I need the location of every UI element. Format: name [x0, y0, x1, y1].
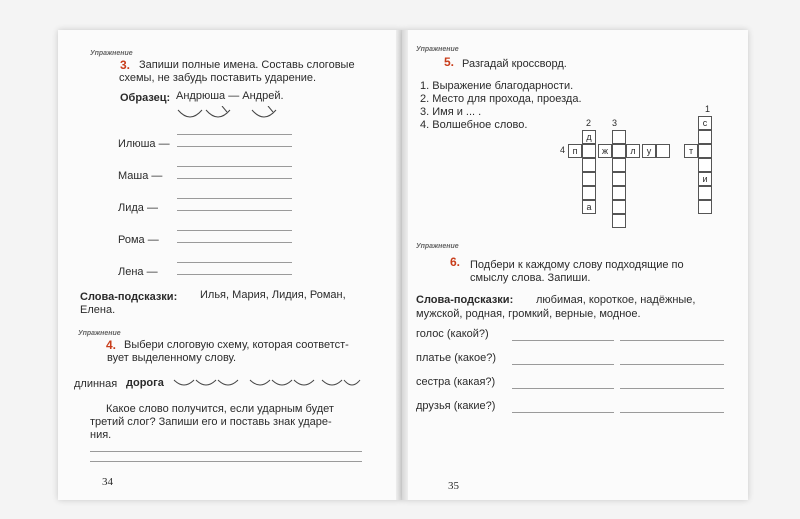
ex3-sample-text: Андрюша — Андрей.: [176, 90, 284, 102]
ex6-row-sestra: сестра (какая?): [416, 376, 496, 388]
crossword-cell[interactable]: т: [684, 144, 698, 158]
crossword-cell[interactable]: л: [626, 144, 640, 158]
ex6-hints-text-line1: любимая, короткое, надёжные,: [536, 294, 696, 306]
ex3-name-masha: Маша —: [118, 170, 163, 182]
ex3-hints-text-line2: Елена.: [80, 304, 116, 316]
crossword-cell[interactable]: с: [698, 116, 712, 130]
answer-line[interactable]: [90, 461, 362, 462]
ex5-clue-2: 2. Место для прохода, проезда.: [420, 93, 582, 105]
crossword-cell[interactable]: ж: [598, 144, 612, 158]
page-number-left: 34: [102, 476, 113, 488]
answer-line[interactable]: [177, 230, 292, 231]
answer-line[interactable]: [620, 340, 724, 341]
answer-line[interactable]: [177, 166, 292, 167]
ex5-clue-4: 4. Волшебное слово.: [420, 119, 528, 131]
crossword-cell[interactable]: п: [568, 144, 582, 158]
ex3-number: 3.: [120, 58, 131, 72]
ex6-row-platye: платье (какое?): [416, 352, 496, 364]
ex3-name-roma: Рома —: [118, 234, 159, 246]
ex4-question-line2: третий слог? Запиши его и поставь знак ударе-: [90, 416, 332, 428]
ex4-question-line3: ния.: [90, 429, 112, 441]
ex6-label: Упражнение: [416, 243, 459, 250]
ex5-number: 5.: [444, 55, 455, 69]
crossword-number-3: 3: [612, 118, 618, 128]
ex3-sample-syllable-arcs: [176, 106, 306, 124]
crossword-cell[interactable]: [612, 214, 626, 228]
ex5-clue-1: 1. Выражение благодарности.: [420, 80, 574, 92]
answer-line[interactable]: [620, 388, 724, 389]
ex6-number: 6.: [450, 255, 461, 269]
answer-line[interactable]: [620, 364, 724, 365]
ex5-clue-3: 3. Имя и ... .: [420, 106, 482, 118]
crossword-cell[interactable]: [698, 200, 712, 214]
ex4-text-line1: Выбери слоговую схему, которая соответст-: [124, 339, 349, 351]
ex3-name-lida: Лида —: [118, 202, 158, 214]
answer-line[interactable]: [512, 340, 614, 341]
crossword-cell[interactable]: [698, 144, 712, 158]
crossword-cell[interactable]: [582, 144, 596, 158]
ex4-syllable-schemes[interactable]: [172, 374, 362, 392]
crossword-number-2: 2: [586, 118, 592, 128]
ex4-question-line1: Какое слово получится, если ударным будет: [106, 403, 334, 415]
crossword-cell[interactable]: [612, 186, 626, 200]
crossword-cell[interactable]: и: [698, 172, 712, 186]
crossword-cell[interactable]: [612, 130, 626, 144]
answer-line[interactable]: [177, 198, 292, 199]
crossword-cell[interactable]: [582, 186, 596, 200]
ex5-label: Упражнение: [416, 46, 459, 53]
crossword-cell[interactable]: [656, 144, 670, 158]
answer-line[interactable]: [512, 412, 614, 413]
crossword-number-1: 1: [705, 104, 711, 114]
answer-line[interactable]: [177, 134, 292, 135]
ex6-text-line1: Подбери к каждому слову подходящие по: [470, 259, 684, 271]
book-gutter: [396, 30, 408, 500]
crossword-cell[interactable]: [582, 158, 596, 172]
answer-line[interactable]: [177, 146, 292, 147]
crossword-cell[interactable]: [698, 158, 712, 172]
ex4-number: 4.: [106, 338, 117, 352]
ex6-row-golos: голос (какой?): [416, 328, 489, 340]
ex6-row-druzya: друзья (какие?): [416, 400, 496, 412]
ex3-sample-label: Образец:: [120, 92, 171, 104]
crossword-cell[interactable]: [582, 172, 596, 186]
ex3-name-ilyusha: Илюша —: [118, 138, 170, 150]
answer-line[interactable]: [177, 262, 292, 263]
answer-line[interactable]: [512, 364, 614, 365]
ex6-hints-text-line2: мужской, родная, громкий, верные, модное.: [416, 308, 641, 320]
ex3-text-line2: схемы, не забудь поставить ударение.: [119, 72, 317, 84]
crossword-cell[interactable]: у: [642, 144, 656, 158]
crossword-number-4: 4: [560, 145, 566, 155]
page-number-right: 35: [448, 480, 459, 492]
ex4-label: Упражнение: [78, 330, 121, 337]
crossword-cell[interactable]: [698, 186, 712, 200]
ex6-text-line2: смыслу слова. Запиши.: [470, 272, 591, 284]
ex6-hints-label: Слова-подсказки:: [416, 294, 514, 306]
answer-line[interactable]: [512, 388, 614, 389]
ex5-title: Разгадай кроссворд.: [462, 58, 567, 70]
crossword-cell[interactable]: [612, 158, 626, 172]
crossword-cell[interactable]: [698, 130, 712, 144]
answer-line[interactable]: [620, 412, 724, 413]
crossword-cell[interactable]: д: [582, 130, 596, 144]
ex3-name-lena: Лена —: [118, 266, 158, 278]
ex3-label: Упражнение: [90, 50, 133, 57]
answer-line[interactable]: [177, 210, 292, 211]
ex4-phrase-plain: длинная: [74, 378, 118, 390]
crossword-cell[interactable]: [612, 172, 626, 186]
answer-line[interactable]: [177, 178, 292, 179]
ex3-text-line1: Запиши полные имена. Составь слоговые: [139, 59, 355, 71]
ex3-hints-text-line1: Илья, Мария, Лидия, Роман,: [200, 289, 346, 301]
ex4-phrase-bold: дорога: [126, 377, 164, 389]
answer-line[interactable]: [90, 451, 362, 452]
answer-line[interactable]: [177, 242, 292, 243]
ex3-hints-label: Слова-подсказки:: [80, 291, 178, 303]
crossword-cell[interactable]: [612, 144, 626, 158]
crossword-cell[interactable]: [612, 200, 626, 214]
answer-line[interactable]: [177, 274, 292, 275]
crossword-cell[interactable]: а: [582, 200, 596, 214]
ex4-text-line2: вует выделенному слову.: [107, 352, 237, 364]
